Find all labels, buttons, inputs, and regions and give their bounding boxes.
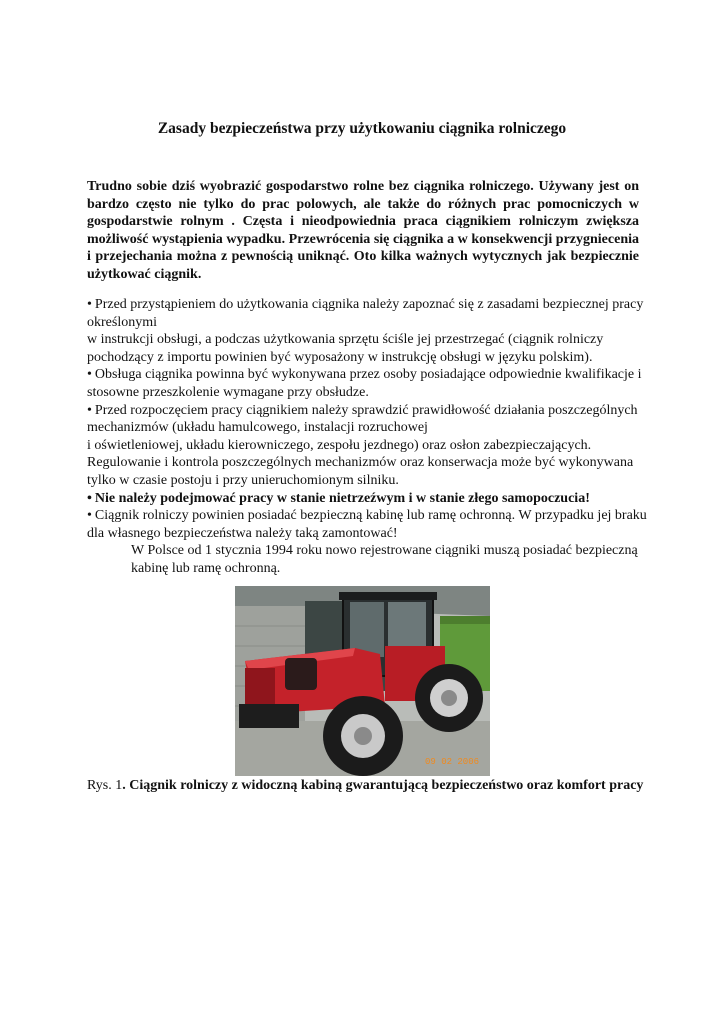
rule-continuation: i oświetleniowej, układu kierowniczego, zespołu jezdnego) oraz osłon zabezpieczających. Regulowanie i kontrola poszczególnych mechanizmów oraz konserwacja może być wykonywana tylko w czasie postoju i przy unieruchomionym silniku. xyxy=(87,437,634,488)
caption-text: . Ciągnik rolniczy z widoczną kabiną gwarantującą bezpieczeństwo oraz komfort pracy xyxy=(122,778,644,793)
rule-continuation: w instrukcji obsługi, a podczas użytkowania sprzętu ściśle jej przestrzegać (ciągnik rolniczy pochodzący z importu powinien być wyposażony w instrukcję obsługi w języku polskim). xyxy=(87,332,604,365)
intro-paragraph: Trudno sobie dziś wyobrazić gospodarstwo rolne bez ciągnika rolniczego. Używany jest on bardzo często nie tylko do prac polowych, ale także do różnych prac pomocniczych w gospodarstwie rolnym . Częsta i nieodpowiednia praca ciągnikiem rolniczym zwiększa możliwość wystąpienia wypadku. Przewrócenia się ciągnika a w konsekwencji przygniecenia i przejechania można z pewnością uniknąć. Oto kilka ważnych wytycznych jak bezpiecznie użytkować ciągnik. xyxy=(87,179,639,282)
document-title: Zasady bezpieczeństwa przy użytkowaniu ciągnika rolniczego xyxy=(157,120,567,137)
rule-item-warning: • Nie należy podejmować pracy w stanie nietrzeźwym i w stanie złego samopoczucia! xyxy=(87,490,647,508)
tractor-illustration xyxy=(235,586,490,776)
rule-item: • Ciągnik rolniczy powinien posiadać bezpieczną kabinę lub ramę ochronną. W przypadku jej braku dla własnego bezpieczeństwa należy taką zamontować! xyxy=(87,507,647,542)
rule-item: • Obsługa ciągnika powinna być wykonywana przez osoby posiadające odpowiednie kwalifikacje i stosowne przeszkolenie wymagane przy obsłudze. xyxy=(87,366,647,401)
caption-prefix: Rys. 1 xyxy=(87,778,123,793)
photo-date-stamp: 09 02 2006 xyxy=(425,757,480,767)
rule-item: • Przed przystąpieniem do użytkowania ciągnika należy zapoznać się z zasadami bezpiecznej pracy określonymi xyxy=(87,296,647,331)
rule-note: W Polsce od 1 stycznia 1994 roku nowo rejestrowane ciągniki muszą posiadać bezpieczną kabinę lub ramę ochronną. xyxy=(131,543,638,576)
tractor-photo xyxy=(235,586,490,776)
rule-item: • Przed rozpoczęciem pracy ciągnikiem należy sprawdzić prawidłowość działania poszczególnych mechanizmów (układu hamulcowego, instalacji rozruchowej xyxy=(87,402,647,437)
figure-caption xyxy=(87,777,647,795)
safety-rules xyxy=(87,296,647,578)
